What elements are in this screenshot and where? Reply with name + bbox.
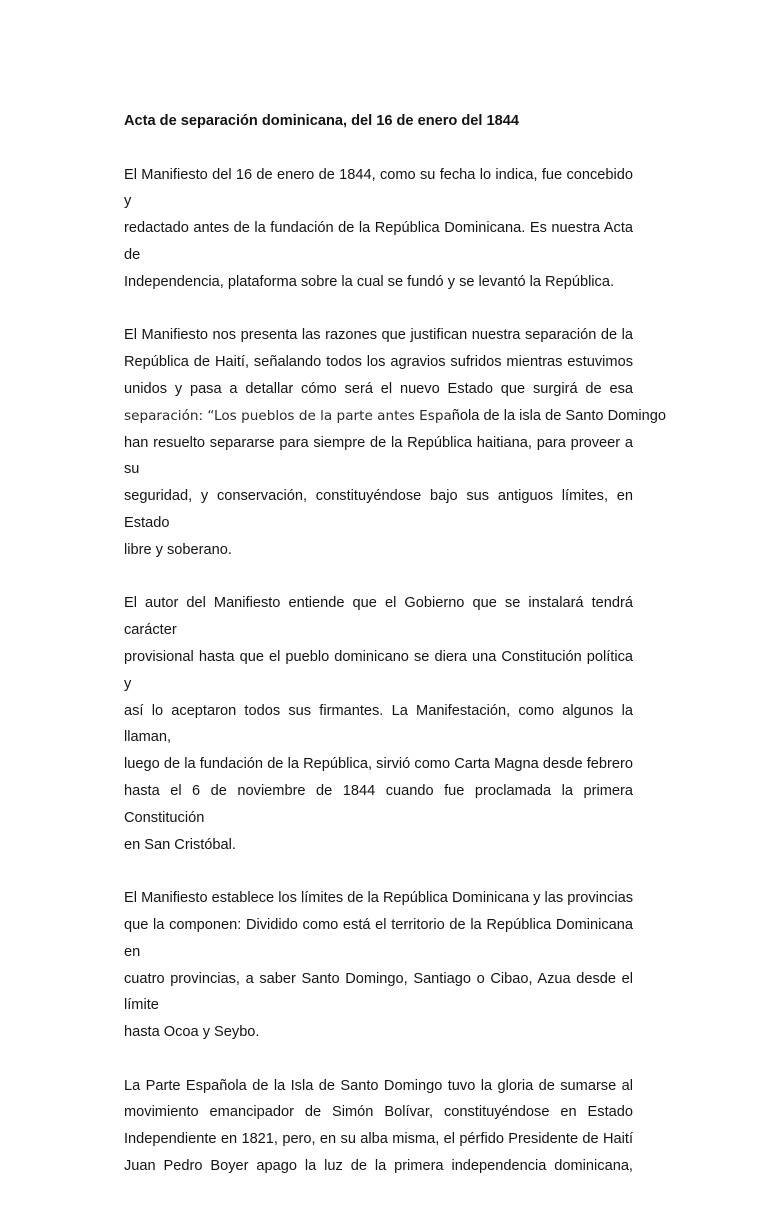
text-line: La Parte Española de la Isla de Santo Domingo tuvo la gloria de sumarse al bbox=[124, 1077, 633, 1094]
quoted-text-start: separación: “Los pueblos de la parte antes Espa bbox=[124, 407, 452, 424]
text-line: así lo aceptaron todos sus firmantes. La Manifestación, como algunos la llaman, bbox=[124, 702, 633, 746]
paragraph-4 bbox=[124, 885, 633, 1046]
text-line: cuatro provincias, a saber Santo Domingo, Santiago o Cibao, Azua desde el límite bbox=[124, 970, 633, 1014]
text-line: luego de la fundación de la República, sirvió como Carta Magna desde febrero bbox=[124, 756, 633, 773]
text-line: El Manifiesto establece los límites de la República Dominicana y las provincias bbox=[124, 890, 633, 907]
paragraph-3 bbox=[124, 590, 633, 858]
text-line: hasta el 6 de noviembre de 1844 cuando fue proclamada la primera Constitución bbox=[124, 782, 633, 826]
text-line: libre y soberano. bbox=[124, 541, 232, 558]
paragraph-1 bbox=[124, 162, 633, 296]
text-line bbox=[124, 403, 666, 430]
text-line: seguridad, y conservación, constituyéndose bajo sus antiguos límites, en Estado bbox=[124, 488, 633, 531]
quoted-text-end: ñola de la isla de Santo Domingo bbox=[451, 407, 666, 424]
text-line: El autor del Manifiesto entiende que el Gobierno que se instalará tendrá carácter bbox=[124, 595, 633, 639]
document-body bbox=[124, 108, 666, 1207]
text-line: Juan Pedro Boyer apago la luz de la primera independencia dominicana, bbox=[124, 1158, 633, 1175]
text-line: provisional hasta que el pueblo dominicano se diera una Constitución política y bbox=[124, 648, 633, 692]
text-line: que la componen: Dividido como está el territorio de la República Dominicana en bbox=[124, 916, 633, 960]
text-line: en San Cristóbal. bbox=[124, 836, 236, 853]
text-line: República de Haití, señalando todos los agravios sufridos mientras estuvimos bbox=[124, 354, 633, 371]
text-line: El Manifiesto del 16 de enero de 1844, como su fecha lo indica, fue concebido y bbox=[124, 166, 633, 210]
paragraph-2 bbox=[124, 322, 666, 563]
text-line: han resuelto separarse para siempre de la República haitiana, para proveer a su bbox=[124, 434, 633, 478]
text-line: hasta Ocoa y Seybo. bbox=[124, 1024, 260, 1041]
paragraph-5 bbox=[124, 1073, 633, 1180]
text-line: El Manifiesto nos presenta las razones que justifican nuestra separación de la bbox=[124, 327, 633, 344]
text-line: redactado antes de la fundación de la República Dominicana. Es nuestra Acta de bbox=[124, 220, 633, 263]
text-line: Independencia, plataforma sobre la cual se fundó y se levantó la República. bbox=[124, 273, 615, 290]
text-line: unidos y pasa a detallar cómo será el nuevo Estado que surgirá de esa bbox=[124, 380, 633, 397]
document-title: Acta de separación dominicana, del 16 de enero del 1844 bbox=[124, 113, 520, 129]
text-line: movimiento emancipador de Simón Bolívar, constituyéndose en Estado bbox=[124, 1104, 633, 1121]
text-line: Independiente en 1821, pero, en su alba misma, el pérfido Presidente de Haití bbox=[124, 1131, 633, 1148]
